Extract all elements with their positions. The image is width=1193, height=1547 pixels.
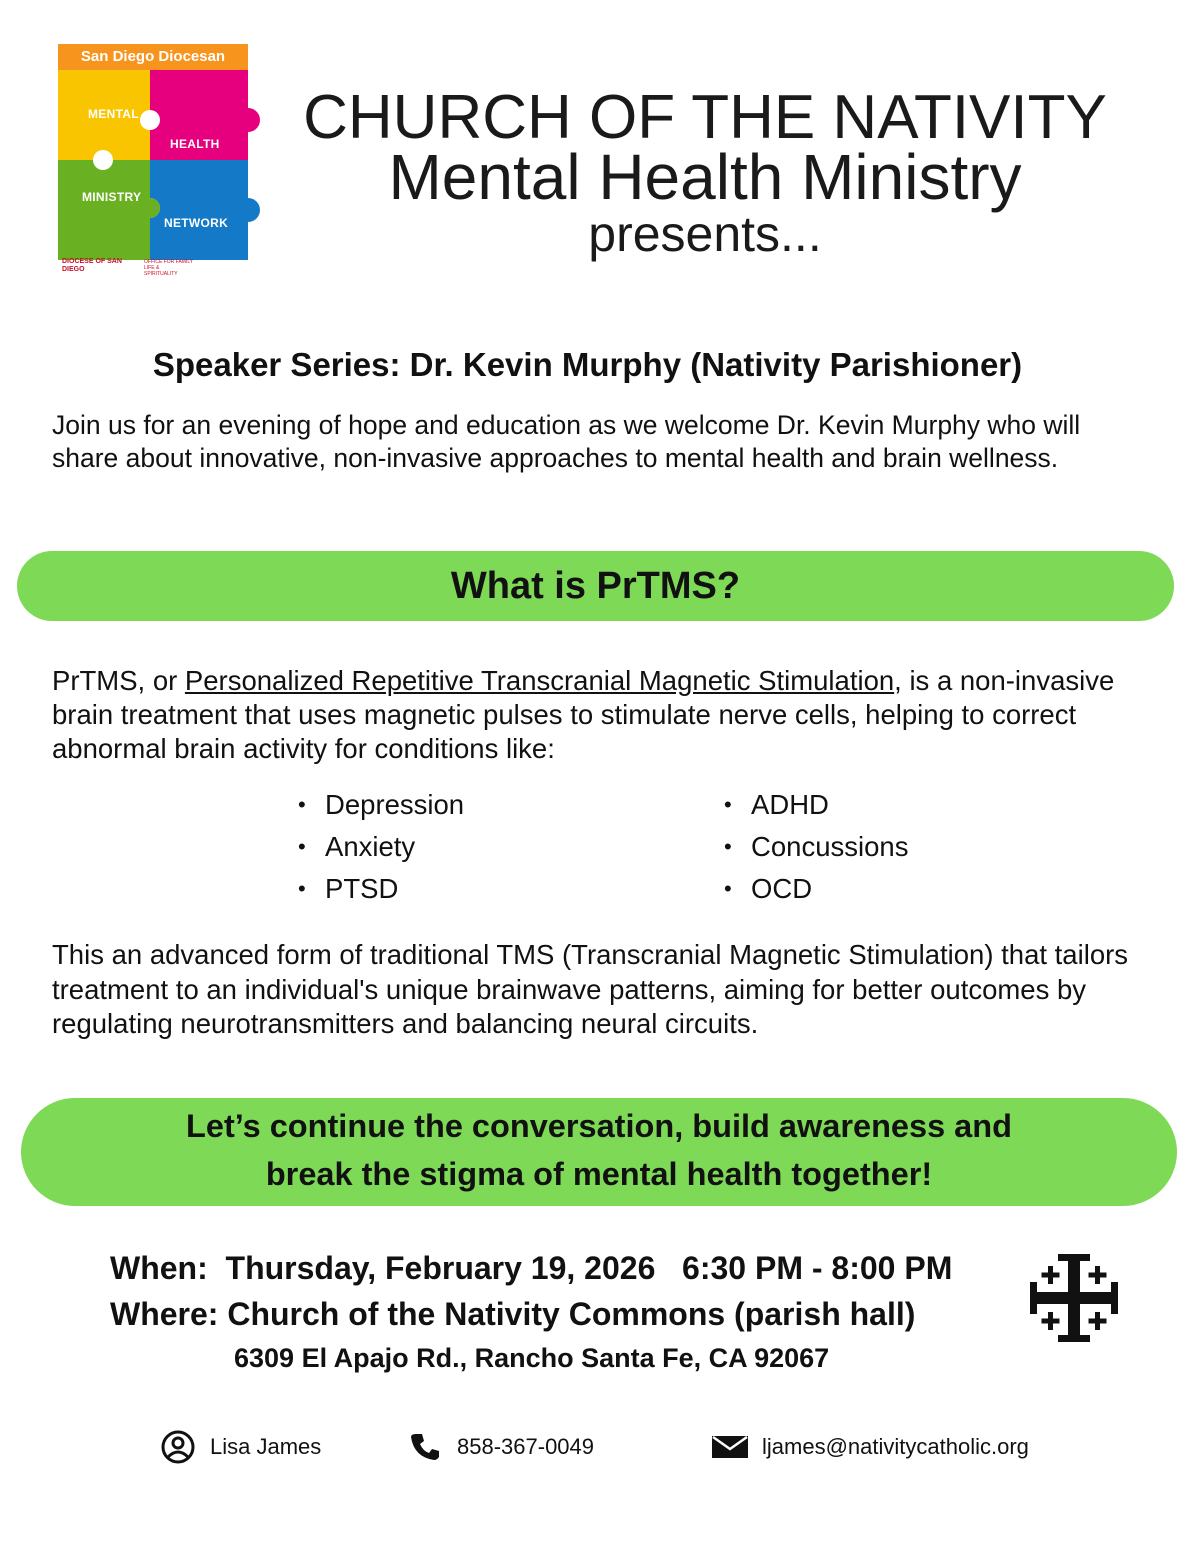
conditions-list-right <box>724 784 908 910</box>
contact-phone-text[interactable]: 858-367-0049 <box>457 1434 595 1459</box>
list-item: • ADHD <box>724 784 908 826</box>
where-value: Church of the Nativity Commons (parish hall) <box>227 1296 916 1332</box>
ministry-title: Mental Health Ministry <box>388 141 1022 213</box>
event-details <box>110 1245 952 1337</box>
logo-piece-network: NETWORK <box>164 216 229 230</box>
logo-piece-mental: MENTAL <box>88 107 139 121</box>
conditions-list-left <box>298 784 464 910</box>
list-item: • PTSD <box>298 868 464 910</box>
intro-paragraph: Join us for an evening of hope and education as we welcome Dr. Kevin Murphy who will share about innovative, non-invasive approaches to mental health and brain wellness. <box>52 410 1081 473</box>
list-item: • OCD <box>724 868 908 910</box>
logo-piece-ministry: MINISTRY <box>82 190 142 204</box>
list-item: • Concussions <box>724 826 908 868</box>
contact-phone <box>407 1429 594 1465</box>
callout-banner <box>21 1098 1177 1206</box>
callout-line-1: Let’s continue the conversation, build awareness and <box>186 1108 1012 1144</box>
contact-email-text[interactable]: ljames@nativitycatholic.org <box>762 1434 1029 1459</box>
presents-text: presents... <box>588 206 822 262</box>
list-item: • Anxiety <box>298 826 464 868</box>
event-address: 6309 El Apajo Rd., Rancho Santa Fe, CA 92067 <box>234 1343 830 1373</box>
contact-name <box>160 1429 321 1465</box>
prtms-heading-banner <box>17 551 1174 621</box>
contact-name-text: Lisa James <box>210 1434 322 1459</box>
prtms-definition-link[interactable]: Personalized Repetitive Transcranial Magnetic Stimulation <box>184 665 895 696</box>
logo-banner: San Diego Diocesan <box>58 44 248 70</box>
prtms-heading: What is PrTMS? <box>450 565 741 607</box>
event-when-row <box>110 1245 952 1291</box>
contact-email <box>712 1429 1029 1465</box>
phone-icon <box>407 1429 443 1465</box>
prtms-para-end: , is a non-invasive brain treatment that uses magnetic pulses to stimulate nerve cells, helping to correct abnormal brain activity for conditions like: <box>52 665 1115 764</box>
jerusalem-cross-icon <box>1028 1252 1120 1344</box>
when-value: Thursday, February 19, 2026 6:30 PM - 8:00 PM <box>225 1250 953 1286</box>
tms-paragraph: This an advanced form of traditional TMS (Transcranial Magnetic Stimulation) that tailors treatment to an individual's unique brainwave patterns, aiming for better outcomes by regulating neurotransmitters and balancing neural circuits. <box>52 939 1129 1039</box>
prtms-paragraph <box>52 664 1162 766</box>
when-label: When: <box>110 1250 208 1286</box>
diocesan-logo <box>58 44 273 284</box>
prtms-para-start: PrTMS, or <box>52 665 185 696</box>
logo-office-text: OFFICE FOR FAMILY LIFE & SPIRITUALITY <box>144 259 193 277</box>
logo-diocese-text: DIOCESE OF SAN DIEGO <box>62 258 122 273</box>
church-title: CHURCH OF THE NATIVITY <box>303 83 1107 152</box>
callout-line-2: break the stigma of mental health together! <box>265 1156 933 1192</box>
where-label: Where: <box>110 1296 219 1332</box>
list-item: • Depression <box>298 784 464 826</box>
event-where-row <box>110 1291 952 1337</box>
puzzle-icon <box>58 70 273 260</box>
logo-piece-health: HEALTH <box>170 137 220 151</box>
speaker-heading: Speaker Series: Dr. Kevin Murphy (Nativity Parishioner) <box>152 346 1023 383</box>
person-icon <box>160 1429 196 1465</box>
mail-icon <box>712 1429 748 1465</box>
